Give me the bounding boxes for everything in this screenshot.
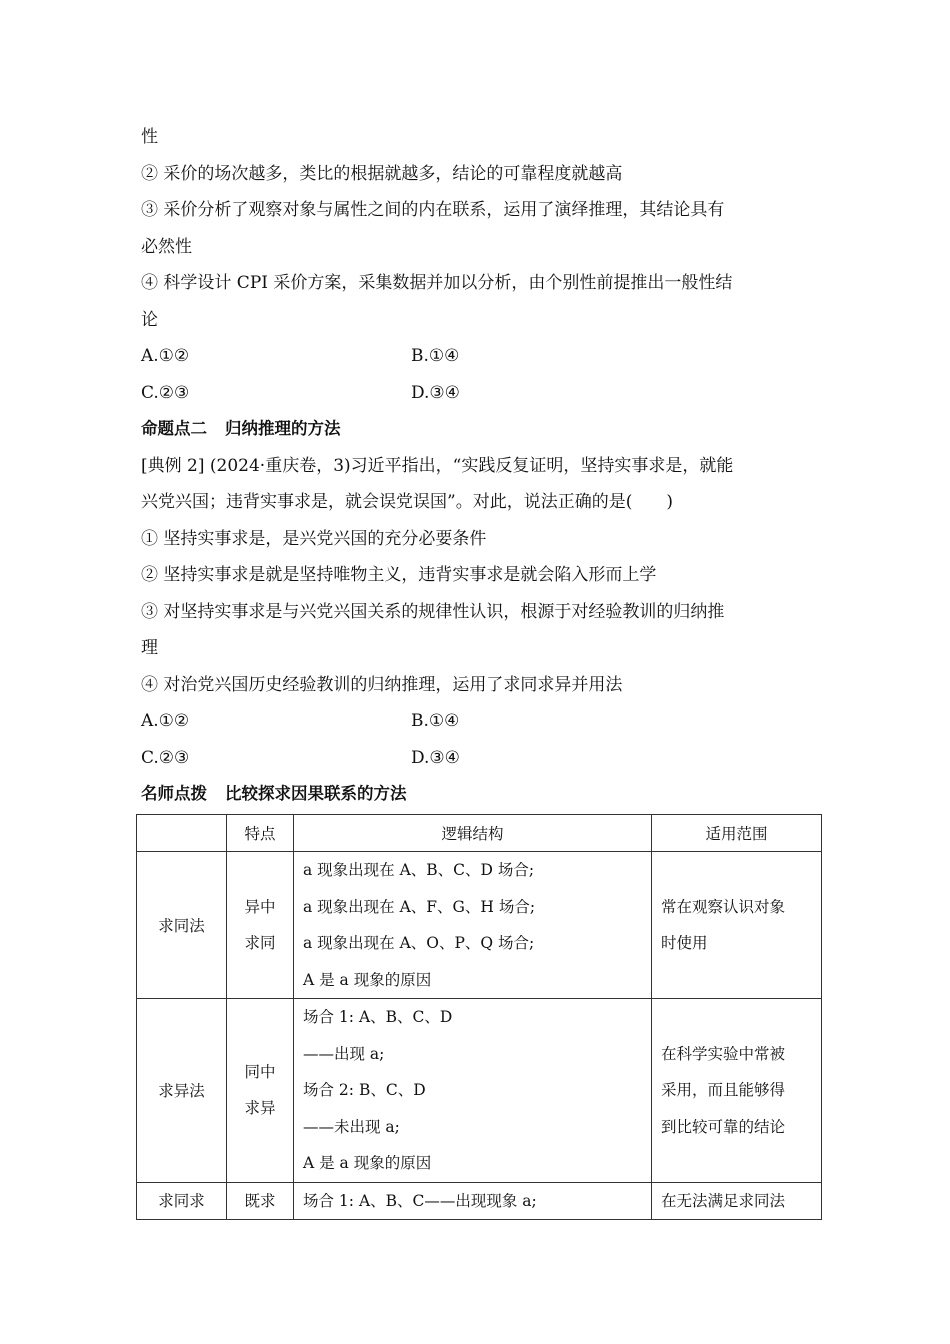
- method-name: 求同求: [137, 1182, 227, 1220]
- q1-option-c[interactable]: C.②③: [141, 382, 190, 403]
- table-row: [137, 999, 822, 1183]
- method-name: 求异法: [137, 999, 227, 1183]
- header-feature: 特点: [227, 815, 294, 852]
- method-scope: 常在观察认识对象 时使用: [652, 852, 822, 999]
- method-feature: 异中 求同: [227, 852, 294, 999]
- q2-statement-3: ③ 对坚持实事求是与兴党兴国关系的规律性认识，根源于对经验教训的归纳推: [141, 601, 725, 622]
- q1-statement-3-cont: 必然性: [141, 236, 192, 257]
- section-heading: [141, 411, 816, 448]
- q1-statement-3: ③ 采价分析了观察对象与属性之间的内在联系，运用了演绎推理，其结论具有: [141, 200, 725, 220]
- q1-statement-4-cont: 论: [141, 309, 158, 330]
- section-label: 命题点二: [141, 419, 207, 438]
- method-structure: 场合 1: A、B、C、D ——出现 a; 场合 2: B、C、D ——未出现 a; A 是 a 现象的原因: [294, 999, 652, 1183]
- tip-label: 名师点拨: [141, 784, 207, 803]
- method-name: 求同法: [137, 852, 227, 999]
- q2-stem-line-1: [典例 2] (2024·重庆卷，3)习近平指出，“实践反复证明，坚持实事求是，就能: [141, 455, 734, 476]
- method-scope: 在无法满足求同法: [652, 1182, 822, 1220]
- method-feature: 既求: [227, 1182, 294, 1220]
- table-row: [137, 1182, 822, 1220]
- q2-option-a[interactable]: A.①②: [141, 711, 190, 731]
- header-structure: 逻辑结构: [294, 815, 652, 852]
- q1-options-row-2: [141, 375, 816, 412]
- method-feature: 同中 求异: [227, 999, 294, 1183]
- method-scope: 在科学实验中常被 采用，而且能够得 到比较可靠的结论: [652, 999, 822, 1183]
- q2-stem-text: 兴党兴国；违背实事求是，就会误党误国”。对此，说法正确的是(: [141, 492, 633, 512]
- q2-statement-3-cont: 理: [141, 638, 158, 658]
- q1-option-d[interactable]: D.③④: [411, 382, 460, 403]
- document-body: [141, 119, 816, 813]
- q1-options-row-1: [141, 338, 816, 375]
- header-scope: 适用范围: [652, 815, 822, 852]
- methods-table: [136, 814, 822, 1220]
- q1-continuation: 性: [141, 127, 158, 147]
- q2-option-b[interactable]: B.①④: [411, 711, 460, 731]
- section-title: 归纳推理的方法: [225, 419, 341, 438]
- q2-options-row-1: [141, 703, 816, 740]
- q2-stem-close: ): [666, 492, 673, 512]
- header-blank: [137, 815, 227, 852]
- q2-statement-4: ④ 对治党兴国历史经验教训的归纳推理，运用了求同求异并用法: [141, 674, 623, 695]
- q2-statement-1: ① 坚持实事求是，是兴党兴国的充分必要条件: [141, 528, 487, 549]
- q2-statement-2: ② 坚持实事求是就是坚持唯物主义，违背实事求是就会陷入形而上学: [141, 565, 657, 585]
- q2-option-c[interactable]: C.②③: [141, 747, 190, 768]
- q2-options-row-2: [141, 740, 816, 777]
- q2-option-d[interactable]: D.③④: [411, 747, 460, 768]
- tip-title: 比较探求因果联系的方法: [225, 784, 407, 803]
- q2-stem-line-2: [141, 484, 816, 521]
- method-structure: a 现象出现在 A、B、C、D 场合; a 现象出现在 A、F、G、H 场合; a 现象出现在 A、O、P、Q 场合; A 是 a 现象的原因: [294, 852, 652, 999]
- q1-option-b[interactable]: B.①④: [411, 346, 460, 366]
- q1-statement-4: ④ 科学设计 CPI 采价方案，采集数据并加以分析，由个别性前提推出一般性结: [141, 273, 733, 293]
- q1-option-a[interactable]: A.①②: [141, 346, 190, 366]
- table-row: [137, 852, 822, 999]
- method-structure: 场合 1: A、B、C——出现现象 a;: [294, 1182, 652, 1220]
- q1-statement-2: ② 采价的场次越多，类比的根据就越多，结论的可靠程度就越高: [141, 163, 623, 184]
- tip-heading: [141, 776, 816, 813]
- table-header-row: [137, 815, 822, 852]
